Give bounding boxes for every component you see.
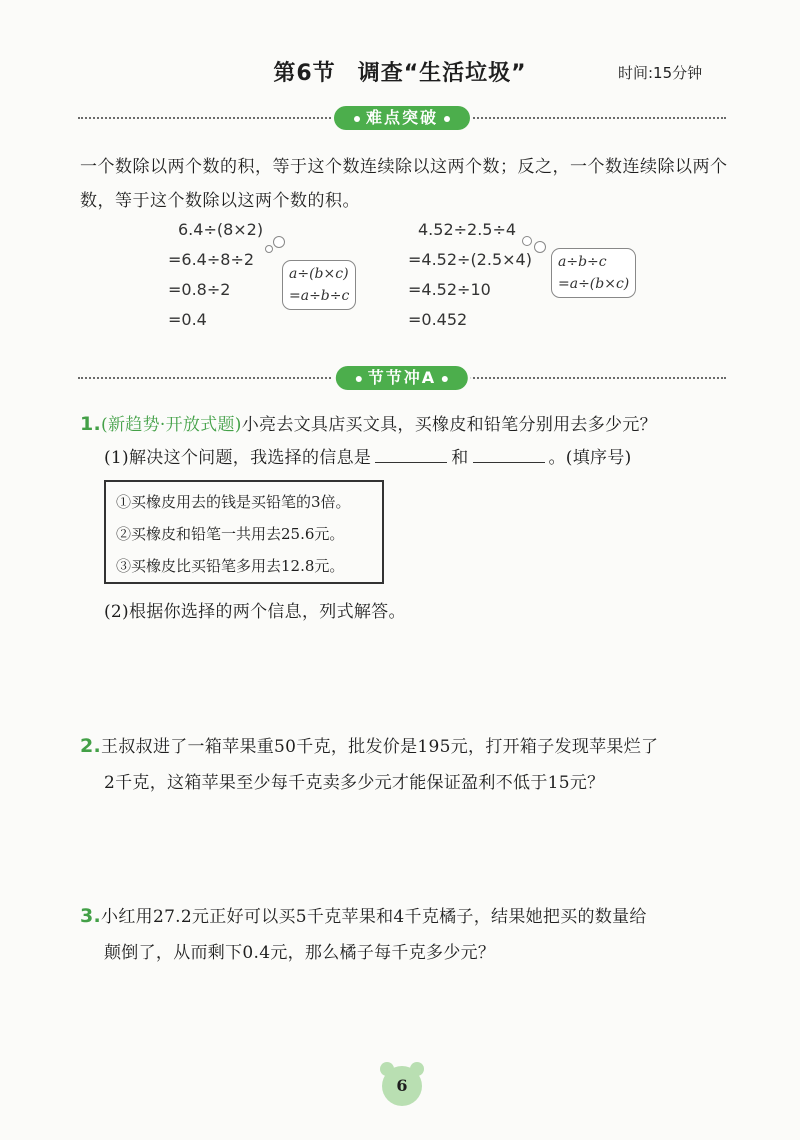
bullet-dot-icon <box>356 376 362 382</box>
info-option: ①买橡皮用去的钱是买铅笔的3倍。 <box>116 493 351 511</box>
section-label: 第6节 <box>273 61 336 86</box>
example-left <box>168 215 263 335</box>
difficulty-pill <box>334 106 470 130</box>
question-text-line-2: 颠倒了，从而剩下0.4元，那么橘子每千克多少元？ <box>104 943 496 963</box>
question-tag: (新趋势·开放式题) <box>101 415 242 435</box>
practice-label: 节节冲A <box>367 368 437 387</box>
example-right <box>408 215 532 335</box>
question-text-line-2: 2千克，这箱苹果至少每千克卖多少元才能保证盈利不低于15元？ <box>104 773 605 793</box>
practice-pill <box>336 366 468 390</box>
formula-line: a÷b÷c <box>558 254 607 270</box>
calc-line: =6.4÷8÷2 <box>168 250 255 269</box>
formula-line: a÷(b×c) <box>289 266 349 282</box>
rule-text: 一个数除以两个数的积，等于这个数连续除以这两个数；反之，一个数连续除以两个数，等于这个数除以这两个数的积。 <box>80 157 728 211</box>
calc-line: 4.52÷2.5÷4 <box>418 220 517 239</box>
part-1-and: 和 <box>451 448 469 468</box>
calc-line: =4.52÷(2.5×4) <box>408 250 532 269</box>
question-3 <box>80 898 750 971</box>
bear-ear-icon <box>410 1062 424 1076</box>
question-text-line-1: 王叔叔进了一箱苹果重50千克，批发价是195元，打开箱子发现苹果烂了 <box>101 737 659 757</box>
question-number: 2. <box>80 735 102 757</box>
difficulty-label: 难点突破 <box>365 108 439 127</box>
time-limit: 时间:15分钟 <box>618 64 703 82</box>
calc-line: =0.8÷2 <box>168 280 231 299</box>
calc-line: =0.452 <box>408 310 468 329</box>
thought-dot-icon <box>522 236 532 246</box>
answer-blank-1[interactable] <box>375 444 447 463</box>
question-text: 小亮去文具店买文具，买橡皮和铅笔分别用去多少元？ <box>241 415 657 435</box>
question-2 <box>80 728 750 801</box>
page-number: 6 <box>396 1076 408 1095</box>
thought-dot-icon <box>265 245 273 253</box>
question-number: 1. <box>80 413 102 435</box>
part-1-prompt: (1)解决这个问题，我选择的信息是 <box>104 448 372 468</box>
question-1-part-1 <box>104 440 744 476</box>
question-text-line-1: 小红用27.2元正好可以买5千克苹果和4千克橘子，结果她把买的数量给 <box>101 907 647 927</box>
bullet-dot-icon <box>444 116 450 122</box>
calc-line: =4.52÷10 <box>408 280 491 299</box>
bear-ear-icon <box>380 1062 394 1076</box>
thought-dot-icon <box>534 241 546 253</box>
page-number-badge <box>382 1066 422 1106</box>
info-options-box <box>104 480 384 584</box>
question-1-part-2: (2)根据你选择的两个信息，列式解答。 <box>104 602 406 622</box>
thought-dot-icon <box>273 236 285 248</box>
formula-line: =a÷b÷c <box>289 288 350 304</box>
question-number: 3. <box>80 905 102 927</box>
question-1 <box>80 406 740 443</box>
info-option: ③买橡皮比买铅笔多用去12.8元。 <box>116 557 345 575</box>
difficulty-banner <box>78 106 726 130</box>
formula-bubble-right <box>551 248 636 298</box>
section-name: 调查“生活垃圾” <box>357 61 527 86</box>
part-1-suffix: 。(填序号) <box>548 448 632 468</box>
answer-blank-2[interactable] <box>473 444 545 463</box>
formula-bubble-left <box>282 260 356 310</box>
calc-line: 6.4÷(8×2) <box>178 220 264 239</box>
bullet-dot-icon <box>354 116 360 122</box>
info-option: ②买橡皮和铅笔一共用去25.6元。 <box>116 525 345 543</box>
formula-line: =a÷(b×c) <box>558 276 630 292</box>
calc-line: =0.4 <box>168 310 207 329</box>
bullet-dot-icon <box>442 376 448 382</box>
practice-banner <box>78 366 726 390</box>
